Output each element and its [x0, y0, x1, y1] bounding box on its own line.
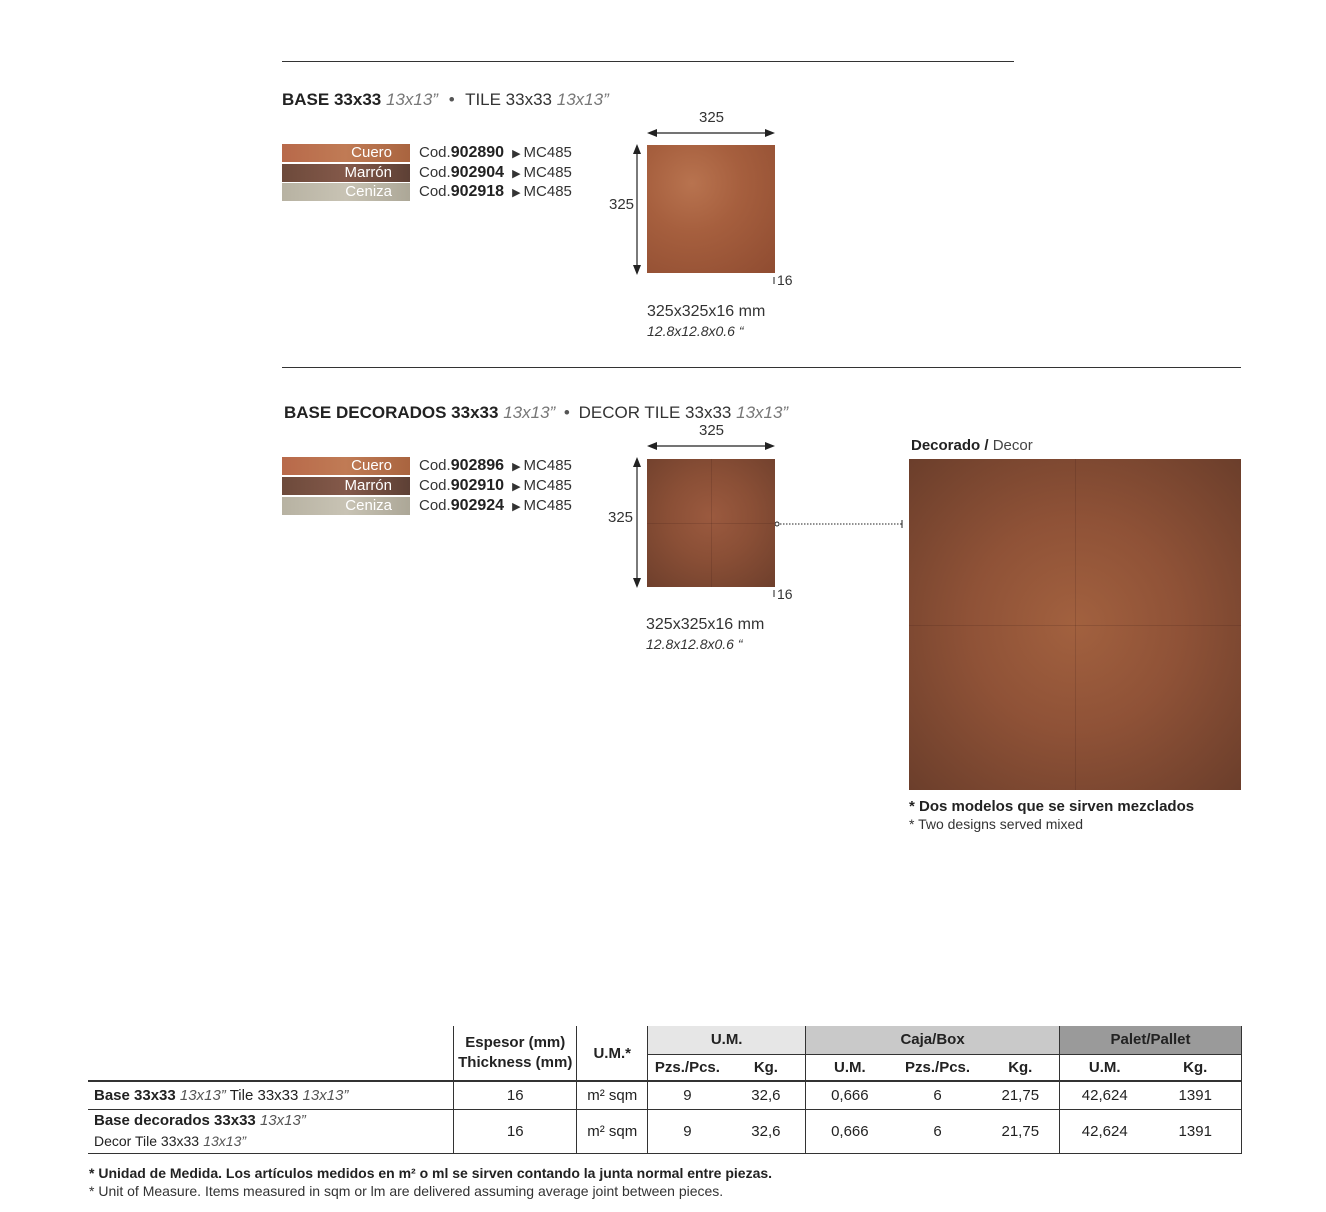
section-rule [282, 367, 1241, 368]
thickness-dimension: 16 [777, 272, 793, 288]
header-palet-um: U.M. [1060, 1054, 1150, 1081]
footnote-es: * Unidad de Medida. Los artículos medidos en m² o ml se sirven contando la junta normal entre piezas. [89, 1165, 773, 1181]
header-espesor: Espesor (mm) Thickness (mm) [454, 1026, 577, 1081]
cell-espesor: 16 [454, 1109, 577, 1153]
height-dimension: 325 [608, 509, 634, 526]
header-caja-kg: Kg. [982, 1054, 1060, 1081]
size-inch: 12.8x12.8x0.6 “ [647, 323, 744, 339]
header-pzs: Pzs./Pcs. [648, 1054, 727, 1081]
header-caja-pzs: Pzs./Pcs. [894, 1054, 982, 1081]
code-row: Cod.902904 ▶ MC485 [419, 164, 572, 181]
mixed-note-es: * Dos modelos que se sirven mezclados [909, 798, 1195, 815]
section2-title: BASE DECORADOS 33x33 13x13” • DECOR TILE 33x33 13x13” [284, 403, 789, 422]
header-group-um: U.M. [648, 1026, 806, 1054]
code-row: Cod.902890 ▶ MC485 [419, 144, 572, 161]
cell-pzs: 9 [648, 1081, 727, 1109]
code-row: Cod.902896 ▶ MC485 [419, 457, 572, 474]
ref-code: MC485 [523, 144, 572, 161]
play-icon: ▶ [512, 501, 521, 513]
cell-caja-um: 0,666 [806, 1081, 894, 1109]
mixed-note-en: * Two designs served mixed [909, 816, 1084, 832]
product-code: 902918 [450, 183, 505, 200]
cell-pzs: 9 [648, 1109, 727, 1153]
ref-code: MC485 [523, 497, 572, 514]
product-code: 902890 [450, 144, 505, 161]
code-row: Cod.902918 ▶ MC485 [419, 183, 572, 200]
product-code: 902904 [450, 164, 505, 181]
cell-kg: 32,6 [751, 1122, 781, 1140]
play-icon: ▶ [512, 168, 521, 180]
size-mm: 325x325x16 mm [646, 616, 765, 633]
play-icon: ▶ [512, 481, 521, 493]
play-icon: ▶ [512, 148, 521, 160]
width-dimension: 325 [699, 109, 725, 126]
size-mm: 325x325x16 mm [647, 303, 766, 320]
decor-label: Decorado / Decor [911, 437, 1033, 454]
swatch-ceniza: Ceniza [282, 183, 410, 201]
header-caja-um: U.M. [806, 1054, 894, 1081]
cell-palet-um: 42,624 [1060, 1081, 1150, 1109]
play-icon: ▶ [512, 461, 521, 473]
top-rule [282, 61, 1014, 62]
section2-title-inch: 13x13” [503, 403, 556, 422]
swatch-ceniza: Ceniza [282, 497, 410, 515]
cell-caja-pzs: 6 [933, 1122, 942, 1140]
cell-kg: 32,6 [751, 1086, 781, 1104]
section2-title-en: DECOR TILE 33x33 [578, 403, 732, 422]
swatch-cuero: Cuero [282, 457, 410, 475]
ref-code: MC485 [523, 477, 572, 494]
table-row [88, 1109, 1242, 1153]
code-row: Cod.902910 ▶ MC485 [419, 477, 572, 494]
swatch-marron: Marrón [282, 477, 410, 495]
section2-title-es: BASE DECORADOS 33x33 [284, 403, 499, 422]
row-name: Base 33x33 13x13” Tile 33x33 13x13” [94, 1086, 349, 1104]
height-dimension: 325 [609, 196, 635, 213]
size-inch: 12.8x12.8x0.6 “ [646, 636, 743, 652]
decor-large-image [909, 459, 1241, 790]
decor-tile-image [647, 459, 775, 587]
width-dimension: 325 [699, 422, 725, 439]
ref-code: MC485 [523, 183, 572, 200]
tile-image [647, 145, 775, 273]
product-code: 902910 [450, 477, 505, 494]
swatch-marron: Marrón [282, 164, 410, 182]
cell-palet-kg: 1391 [1149, 1081, 1241, 1109]
cell-um: m² sqm [577, 1109, 648, 1153]
header-group-caja: Caja/Box [806, 1026, 1060, 1054]
section1-title: BASE 33x33 13x13” • TILE 33x33 13x13” [282, 90, 609, 109]
cell-um: m² sqm [577, 1081, 648, 1109]
thickness-dimension: 16 [777, 586, 793, 602]
cell-espesor: 16 [454, 1081, 577, 1109]
code-row: Cod.902924 ▶ MC485 [419, 497, 572, 514]
section1-title-en: TILE 33x33 [465, 90, 553, 109]
cell-caja-kg: 21,75 [1001, 1086, 1040, 1104]
section1-title-inch: 13x13” [385, 90, 438, 109]
specs-table [88, 1026, 1242, 1154]
header-kg: Kg. [727, 1054, 806, 1081]
ref-code: MC485 [523, 457, 572, 474]
header-um: U.M.* [577, 1026, 648, 1081]
cell-caja-pzs: 6 [933, 1086, 942, 1104]
section1-title-es: BASE 33x33 [282, 90, 382, 109]
cell-palet-um: 42,624 [1060, 1109, 1150, 1153]
product-code: 902896 [450, 457, 505, 474]
play-icon: ▶ [512, 187, 521, 199]
product-code: 902924 [450, 497, 505, 514]
header-palet-kg: Kg. [1149, 1054, 1241, 1081]
section1-title-en-inch: 13x13” [556, 90, 609, 109]
cell-caja-kg: 21,75 [1001, 1122, 1040, 1140]
swatch-cuero: Cuero [282, 144, 410, 162]
row-name: Base decorados 33x33 13x13” Decor Tile 33x33 13x13” [94, 1111, 306, 1149]
cell-palet-kg: 1391 [1149, 1109, 1241, 1153]
footnote-en: * Unit of Measure. Items measured in sqm or lm are delivered assuming average joint between pieces. [89, 1183, 724, 1199]
ref-code: MC485 [523, 164, 572, 181]
header-group-palet: Palet/Pallet [1060, 1026, 1242, 1054]
table-row [88, 1081, 1242, 1109]
cell-caja-um: 0,666 [806, 1109, 894, 1153]
section2-title-en-inch: 13x13” [736, 403, 789, 422]
